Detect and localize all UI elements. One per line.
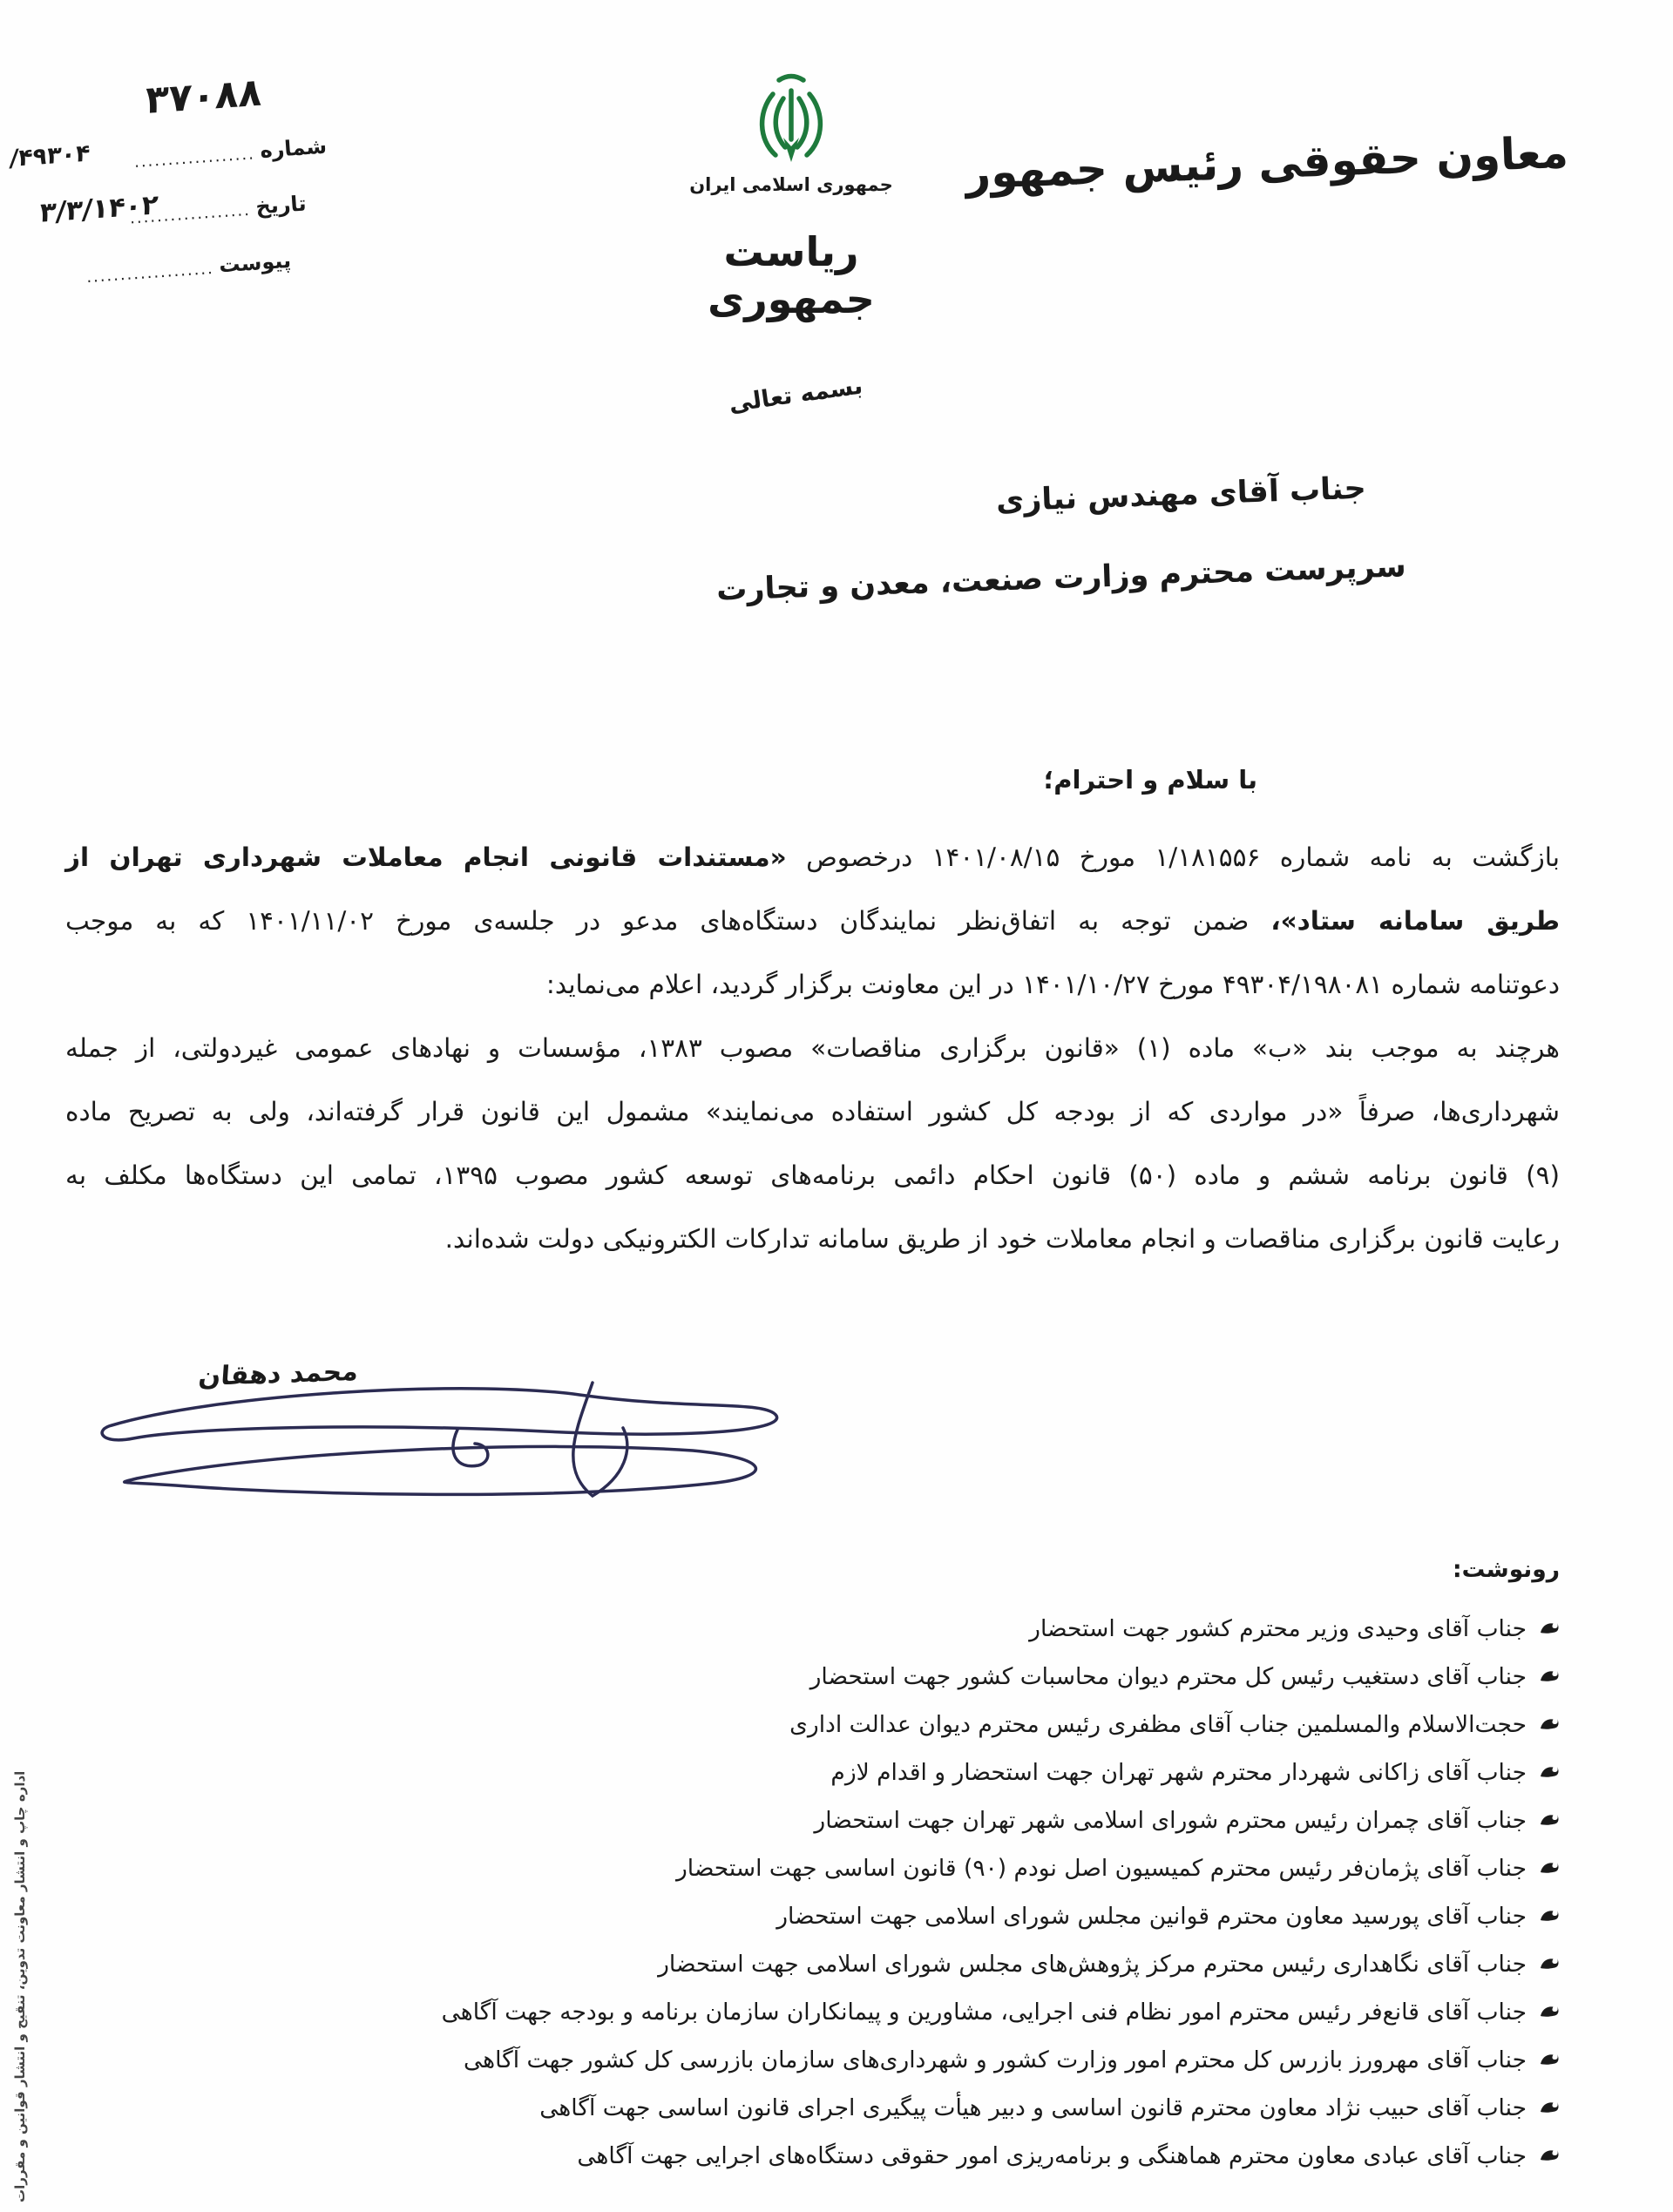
- salutation: با سلام و احترام؛: [1043, 765, 1257, 795]
- cc-list: [96, 1556, 1560, 2180]
- iran-emblem-icon: [749, 71, 833, 169]
- letterhead-deputy-title: معاون حقوقی رئیس جمهور: [965, 126, 1569, 200]
- cc-items: [96, 1605, 1560, 2180]
- letterhead-country: جمهوری اسلامی ایران: [689, 174, 893, 195]
- cc-item: [96, 1844, 1560, 1892]
- cc-item-text: جناب آقای قانع‌فر رئیس محترم امور نظام فنی اجرایی، مشاورین و پیمانکاران سازمان برنامه و بودجه جهت آگاهی: [441, 1999, 1527, 2026]
- cc-item: [96, 1940, 1560, 1988]
- body-line-1: بازگشت به نامه شماره ۱/۱۸۱۵۵۶ مورخ ۱۴۰۱/۰۸/۱۵ درخصوص «مستندات قانونی انجام معاملات شهرداری تهران از: [65, 842, 1560, 872]
- attachment-dotted-line: ...................: [85, 259, 215, 287]
- cc-item: [96, 1988, 1560, 2036]
- ornament-bullet-icon: [1539, 1663, 1560, 1690]
- ornament-bullet-icon: [1539, 1951, 1560, 1978]
- ornament-bullet-icon: [1539, 2094, 1560, 2121]
- date-dotted-line: ..................: [129, 200, 252, 228]
- recipient-name: جناب آقای مهندس نیازی: [995, 470, 1367, 519]
- cc-item-text: جناب آقای عبادی معاون محترم هماهنگی و برنامه‌ریزی امور حقوقی دستگاه‌های اجرایی جهت آگاهی: [577, 2142, 1527, 2169]
- number-field-row: [133, 134, 328, 172]
- besmele: بسمه تعالی: [727, 372, 864, 418]
- ornament-bullet-icon: [1539, 2046, 1560, 2073]
- body-line-2: طریق سامانه ستاد»، ضمن توجه به اتفاق‌نظر نمایندگان دستگاه‌های مدعو در جلسه‌ی مورخ ۱۴۰۱/۱۱/۰۲ که به موجب: [65, 906, 1560, 936]
- body-line-3: دعوتنامه شماره ۴۹۳۰۴/۱۹۸۰۸۱ مورخ ۱۴۰۱/۱۰/۲۷ در این معاونت برگزار گردید، اعلام می‌نماید:: [545, 970, 1560, 999]
- cc-item-text: جناب آقای چمران رئیس محترم شورای اسلامی شهر تهران جهت استحضار: [814, 1807, 1527, 1834]
- cc-item-text: جناب آقای وحیدی وزیر محترم کشور جهت استحضار: [1029, 1615, 1527, 1642]
- cc-item: [96, 1796, 1560, 1844]
- body-line-6: (۹) قانون برنامه ششم و ماده (۵۰) قانون احکام دائمی برنامه‌های توسعه کشور مصوب ۱۳۹۵، تمامی این دستگاه‌ها مکلف به: [65, 1160, 1561, 1190]
- cc-item: [96, 2132, 1560, 2180]
- cc-item: [96, 2036, 1560, 2084]
- recipient-title: سرپرست محترم وزارت صنعت، معدن و تجارت: [715, 549, 1407, 608]
- ornament-bullet-icon: [1539, 1999, 1560, 2026]
- cc-item-text: جناب آقای حبیب نژاد معاون محترم قانون اساسی و دبیر هیأت پیگیری اجرای قانون اساسی جهت آگاهی: [539, 2094, 1527, 2121]
- signatory-name: محمد دهقان: [197, 1356, 360, 1393]
- ornament-bullet-icon: [1539, 1855, 1560, 1882]
- body-line-7: رعایت قانون برگزاری مناقصات و انجام معاملات خود از طریق سامانه تدارکات الکترونیکی دولت شده‌اند.: [444, 1224, 1560, 1254]
- number-label: شماره: [259, 133, 328, 163]
- cc-item-text: حجت‌الاسلام والمسلمین جناب آقای مظفری رئیس محترم دیوان عدالت اداری: [789, 1711, 1527, 1738]
- ornament-bullet-icon: [1539, 1615, 1560, 1642]
- reference-block: [8, 66, 336, 314]
- number-dotted-line: ..................: [133, 145, 256, 172]
- cc-item-text: جناب آقای پژمان‌فر رئیس محترم کمیسیون اصل نودم (۹۰) قانون اساسی جهت استحضار: [675, 1855, 1527, 1882]
- cc-item-text: جناب آقای مهرورز بازرس کل محترم امور وزارت کشور و شهرداری‌های سازمان بازرسی کل کشور جهت آگاهی: [464, 2046, 1527, 2073]
- attachment-field-row: [85, 248, 292, 287]
- attachment-label: پیوست: [218, 247, 292, 278]
- cc-item-text: جناب آقای زاکانی شهردار محترم شهر تهران جهت استحضار و اقدام لازم: [830, 1759, 1527, 1786]
- letter-body: [65, 826, 1560, 1271]
- cc-item: [96, 1653, 1560, 1701]
- body-line-5: شهرداری‌ها، صرفاً «در مواردی که از بودجه کل کشور استفاده می‌نمایند» مشمول این قانون قرار گرفته‌اند، ولی به تصریح ماده: [65, 1097, 1560, 1126]
- ornament-bullet-icon: [1539, 1711, 1560, 1738]
- body-line-4: هرچند به موجب بند «ب» ماده (۱) «قانون برگزاری مناقصات» مصوب ۱۳۸۳، مؤسسات و نهادهای عمومی غیردولتی، از جمله: [65, 1033, 1560, 1063]
- print-office-vertical-note: اداره چاپ و انتشار معاونت تدوین، تنقیح و انتشار قوانین و مقررات: [12, 1770, 28, 2202]
- ornament-bullet-icon: [1539, 1807, 1560, 1834]
- signature-flourish: [83, 1346, 797, 1532]
- cc-item: [96, 2084, 1560, 2132]
- cc-item-text: جناب آقای نگاهداری رئیس محترم مرکز پژوهش‌های مجلس شورای اسلامی جهت استحضار: [658, 1951, 1527, 1978]
- handwritten-date: ۳/۳/۱۴۰۲: [38, 189, 159, 229]
- letterhead-presidency: ریاست جمهوری: [708, 228, 875, 322]
- cc-item: [96, 1749, 1560, 1796]
- handwritten-letter-number: ۳۷۰۸۸: [144, 70, 263, 124]
- date-label: تاریخ: [254, 191, 308, 220]
- ornament-bullet-icon: [1539, 1903, 1560, 1930]
- ornament-bullet-icon: [1539, 2142, 1560, 2169]
- cc-item-text: جناب آقای پورسید معاون محترم قوانین مجلس شورای اسلامی جهت استحضار: [776, 1903, 1527, 1930]
- ornament-bullet-icon: [1539, 1759, 1560, 1786]
- handwritten-number-suffix: ۴۹۳۰۴/: [8, 139, 91, 173]
- cc-item-text: جناب آقای دستغیب رئیس کل محترم دیوان محاسبات کشور جهت استحضار: [809, 1663, 1527, 1690]
- cc-item: [96, 1701, 1560, 1749]
- cc-item: [96, 1892, 1560, 1940]
- cc-item: [96, 1605, 1560, 1653]
- cc-title: رونوشت:: [1452, 1556, 1560, 1583]
